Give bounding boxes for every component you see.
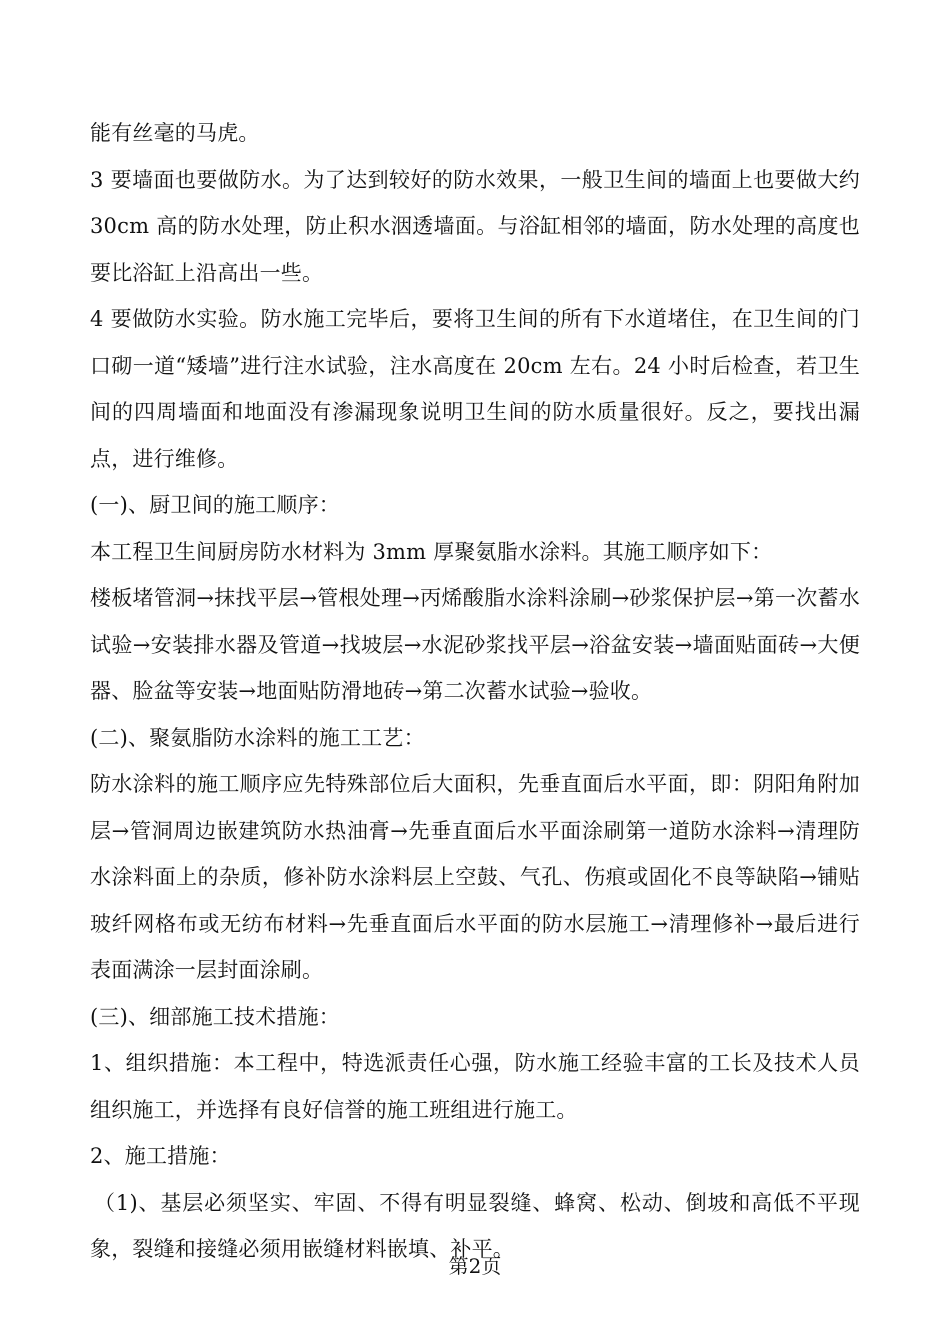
- document-body: [90, 110, 860, 1273]
- page-number: 第2页: [448, 1254, 502, 1278]
- section-heading-1: (一)、厨卫间的施工顺序：: [90, 493, 340, 517]
- paragraph-material: 本工程卫生间厨房防水材料为 3mm 厚聚氨脂水涂料。其施工顺序如下：: [90, 539, 773, 564]
- paragraph-process: 防水涂料的施工顺序应先特殊部位后大面积，先垂直面后水平面，即：阴阳角附加层→管洞周边嵌建筑防水热油膏→先垂直面后水平面涂刷第一道防水涂料→清理防水涂料面上的杂质，修补防水涂料层上空鼓、气孔、伤痕或固化不良等缺陷→铺贴玻纤网格布或无纺布材料→先垂直面后水平面的防水层施工→清理修补→最后进行表面满涂一层封面涂刷。: [90, 772, 860, 982]
- section-heading-2: (二)、聚氨脂防水涂料的施工工艺：: [90, 725, 425, 750]
- section-heading-3: (三)、细部施工技术措施：: [90, 1004, 340, 1029]
- paragraph-continuation: 能有丝毫的马虎。: [90, 121, 260, 145]
- paragraph-sequence: 楼板堵管洞→抹找平层→管根处理→丙烯酸脂水涂料涂刷→砂浆保护层→第一次蓄水试验→安装排水器及管道→找坡层→水泥砂浆找平层→浴盆安装→墙面贴面砖→大便器、脸盆等安装→地面贴防滑地砖→第二次蓄水试验→验收。: [90, 586, 860, 703]
- paragraph-water-test: 4 要做防水实验。防水施工完毕后，要将卫生间的所有下水道堵住，在卫生间的门口砌一道“矮墙”进行注水试验，注水高度在 20cm 左右。24 小时后检查，若卫生间的四周墙面和地面没有渗漏现象说明卫生间的防水质量很好。反之，要找出漏点，进行维修。: [90, 307, 860, 471]
- paragraph-wall-waterproofing: 3 要墙面也要做防水。为了达到较好的防水效果，一般卫生间的墙面上也要做大约 30cm 高的防水处理，防止积水洇透墙面。与浴缸相邻的墙面，防水处理的高度也要比浴缸上沿高出一些。: [90, 167, 860, 285]
- paragraph-construction-heading: 2、施工措施：: [90, 1144, 231, 1168]
- paragraph-base-layer: （1)、基层必须坚实、牢固、不得有明显裂缝、蜂窝、松动、倒坡和高低不平现象，裂缝和接缝必须用嵌缝材料嵌填、补平。: [90, 1190, 860, 1261]
- paragraph-organization: 1、组织措施：本工程中，特选派责任心强，防水施工经验丰富的工长及技术人员组织施工，并选择有良好信誉的施工班组进行施工。: [90, 1051, 860, 1122]
